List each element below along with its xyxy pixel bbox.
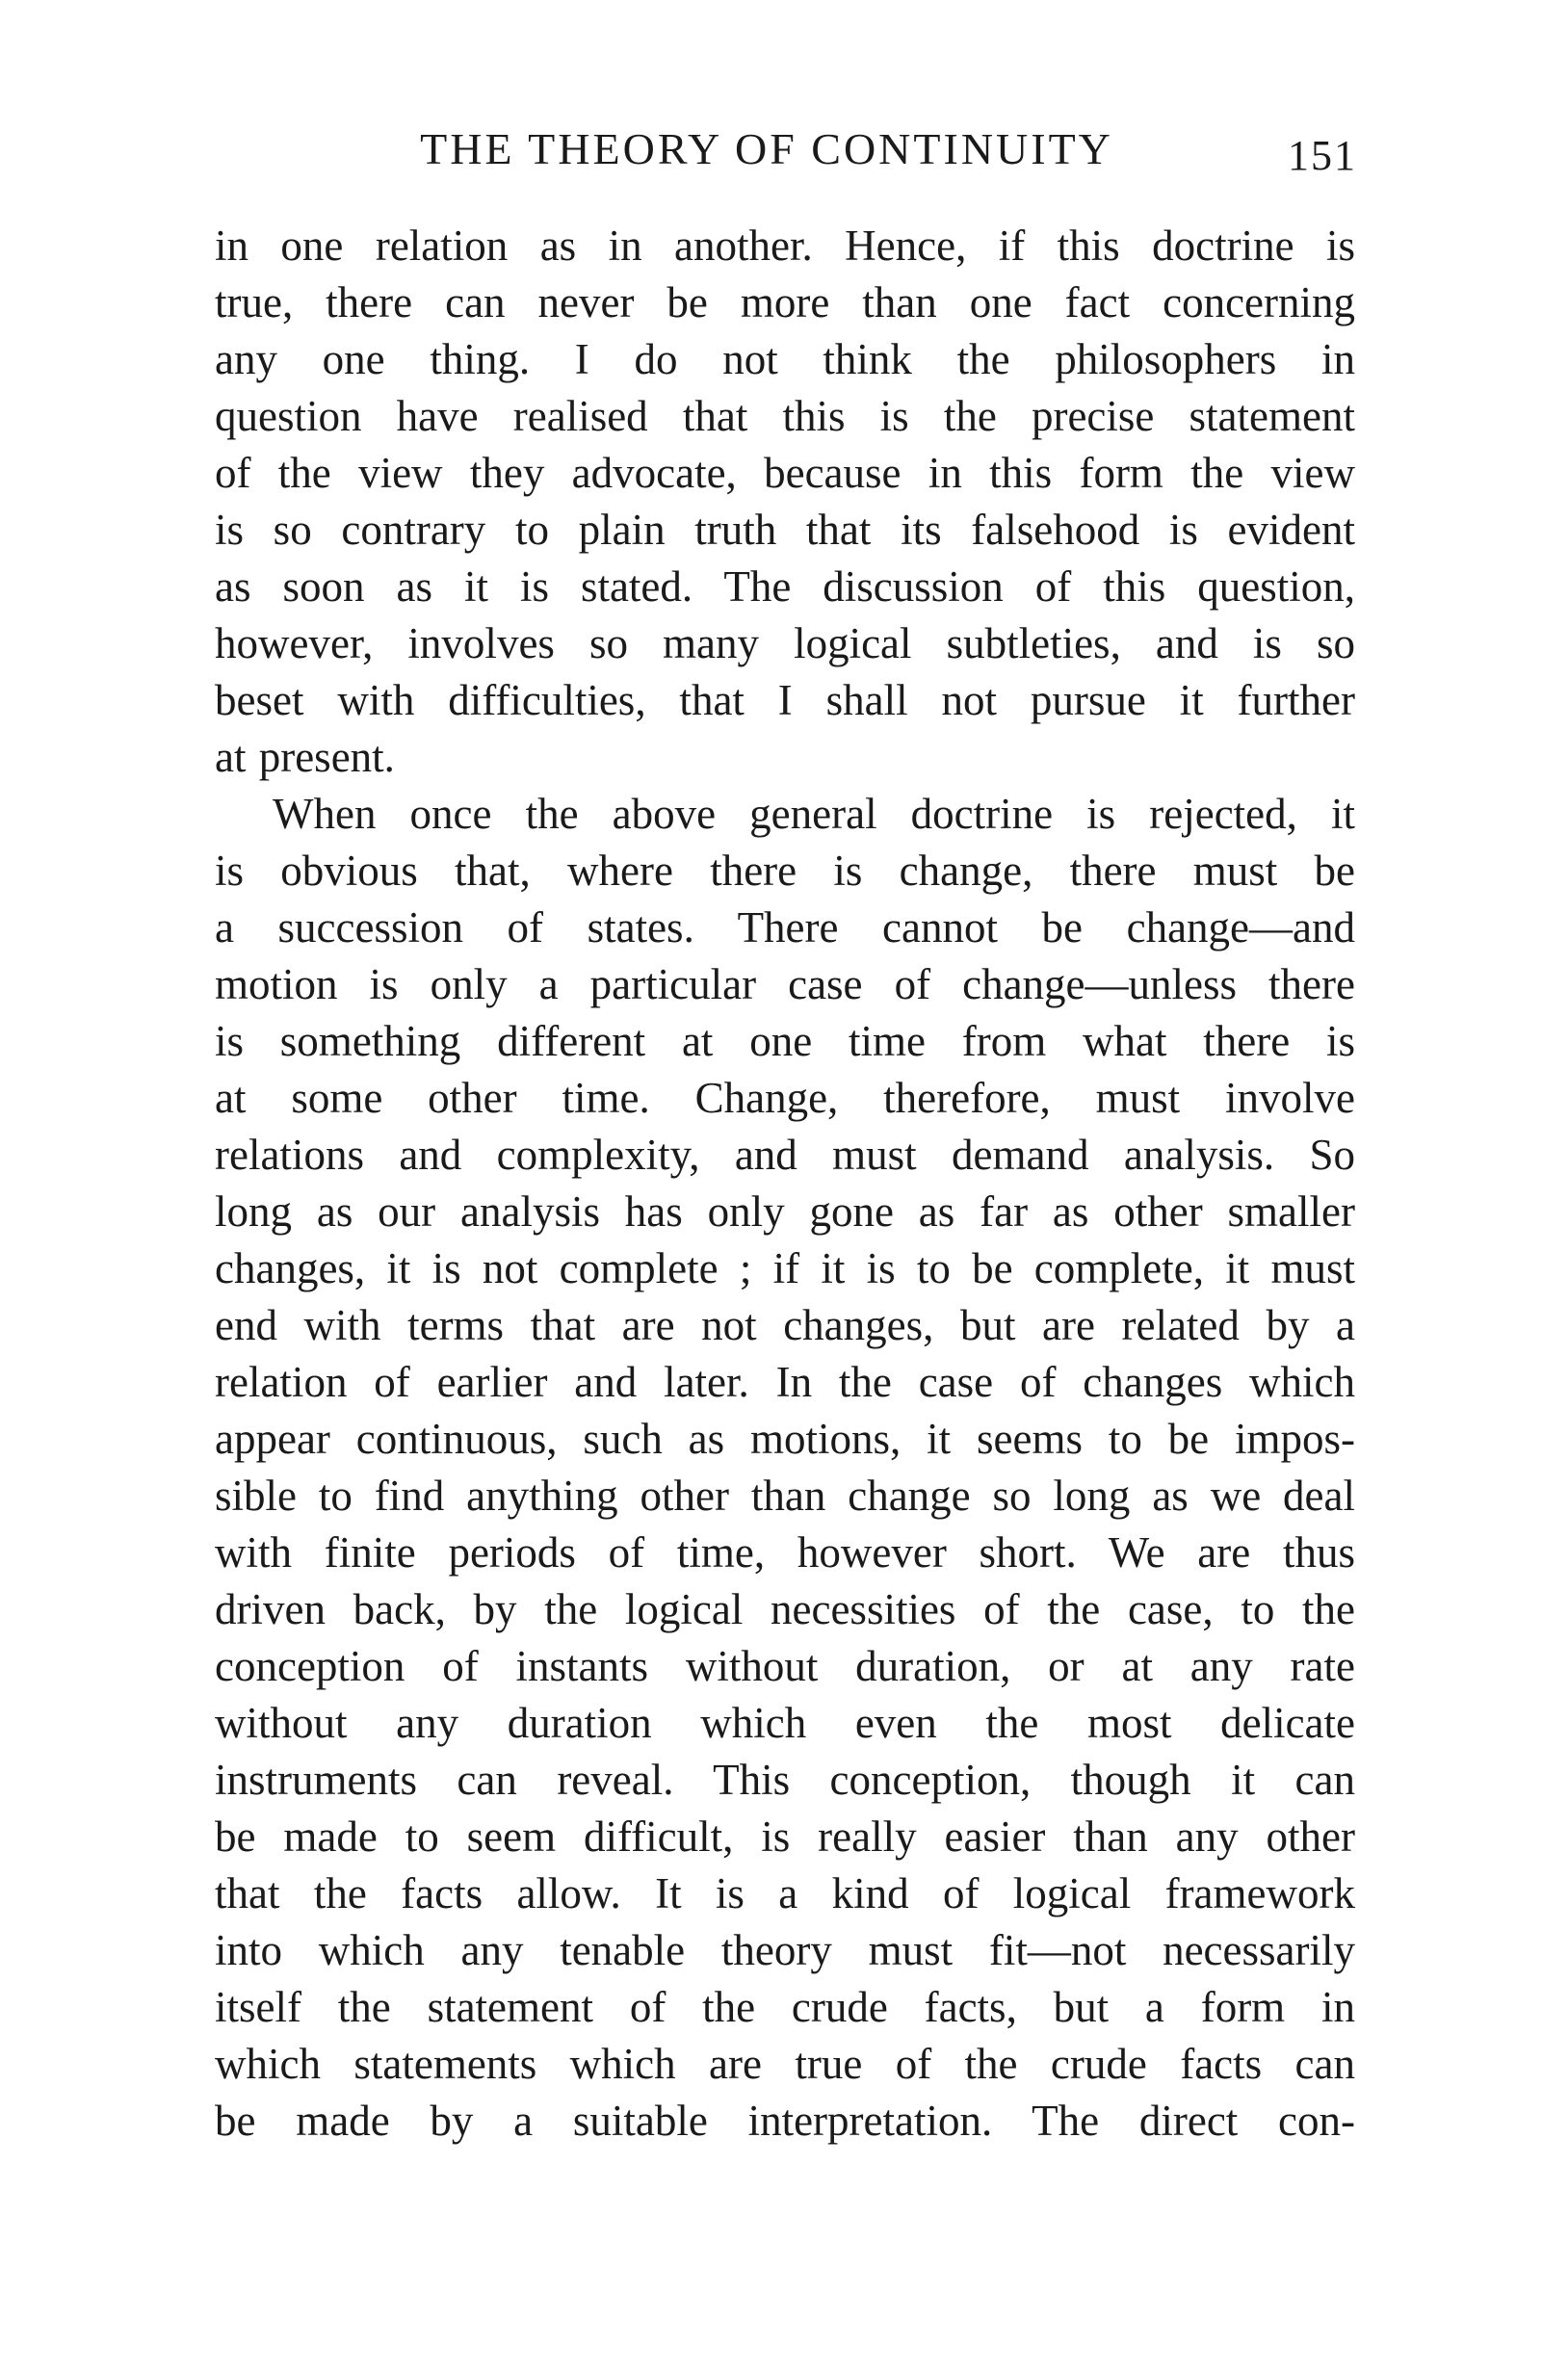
text-line: a succession of states. There cannot be change—and	[215, 903, 1355, 952]
text-line: is something different at one time from what there is	[215, 1017, 1355, 1065]
text-line: conception of instants without duration, or at any rate	[215, 1642, 1355, 1690]
text-line: is obvious that, where there is change, there must be	[215, 847, 1355, 895]
text-line: driven back, by the logical necessities of the case, to the	[215, 1585, 1355, 1633]
text-line: beset with difficulties, that I shall not pursue it further	[215, 676, 1355, 724]
text-line: that the facts allow. It is a kind of logical framework	[215, 1869, 1355, 1917]
paragraph	[215, 218, 1355, 786]
text-line: relation of earlier and later. In the case of changes which	[215, 1358, 1355, 1406]
text-line: at some other time. Change, therefore, must involve	[215, 1074, 1355, 1122]
text-line: at present.	[215, 733, 395, 781]
text-line: any one thing. I do not think the philosophers in	[215, 335, 1355, 383]
page-header	[215, 123, 1357, 181]
text-line: instruments can reveal. This conception, though it can	[215, 1756, 1355, 1804]
text-line: in one relation as in another. Hence, if this doctrine is	[215, 222, 1355, 270]
text-line: relations and complexity, and must demand analysis. So	[215, 1131, 1355, 1179]
text-line: with finite periods of time, however short. We are thus	[215, 1528, 1355, 1577]
text-line: without any duration which even the most delicate	[215, 1699, 1355, 1747]
text-line: be made by a suitable interpretation. The direct con-	[215, 2097, 1355, 2145]
text-line: question have realised that this is the precise statement	[215, 392, 1355, 440]
running-title: THE THEORY OF CONTINUITY	[420, 124, 1113, 173]
text-line: appear continuous, such as motions, it seems to be impos-	[215, 1415, 1355, 1463]
text-line: When once the above general doctrine is rejected, it	[273, 790, 1355, 838]
text-line: end with terms that are not changes, but are related by a	[215, 1301, 1355, 1349]
text-line: be made to seem difficult, is really easier than any other	[215, 1812, 1355, 1861]
text-line: true, there can never be more than one fact concerning	[215, 278, 1355, 326]
text-line: itself the statement of the crude facts, but a form in	[215, 1983, 1355, 2031]
text-line: motion is only a particular case of change—unless there	[215, 960, 1355, 1008]
text-line: which statements which are true of the crude facts can	[215, 2040, 1355, 2088]
text-line: into which any tenable theory must fit—not necessarily	[215, 1926, 1355, 1974]
text-line: is so contrary to plain truth that its falsehood is evident	[215, 506, 1355, 554]
paragraph	[215, 786, 1355, 2150]
text-line: however, involves so many logical subtleties, and is so	[215, 619, 1355, 667]
text-line: changes, it is not complete ; if it is to be complete, it must	[215, 1244, 1355, 1292]
page-number: 151	[1288, 132, 1357, 179]
text-line: sible to find anything other than change so long as we deal	[215, 1472, 1355, 1520]
text-line: as soon as it is stated. The discussion of this question,	[215, 562, 1355, 611]
page-body	[215, 218, 1355, 2150]
text-line: of the view they advocate, because in this form the view	[215, 449, 1355, 497]
text-line: long as our analysis has only gone as far as other smaller	[215, 1187, 1355, 1236]
